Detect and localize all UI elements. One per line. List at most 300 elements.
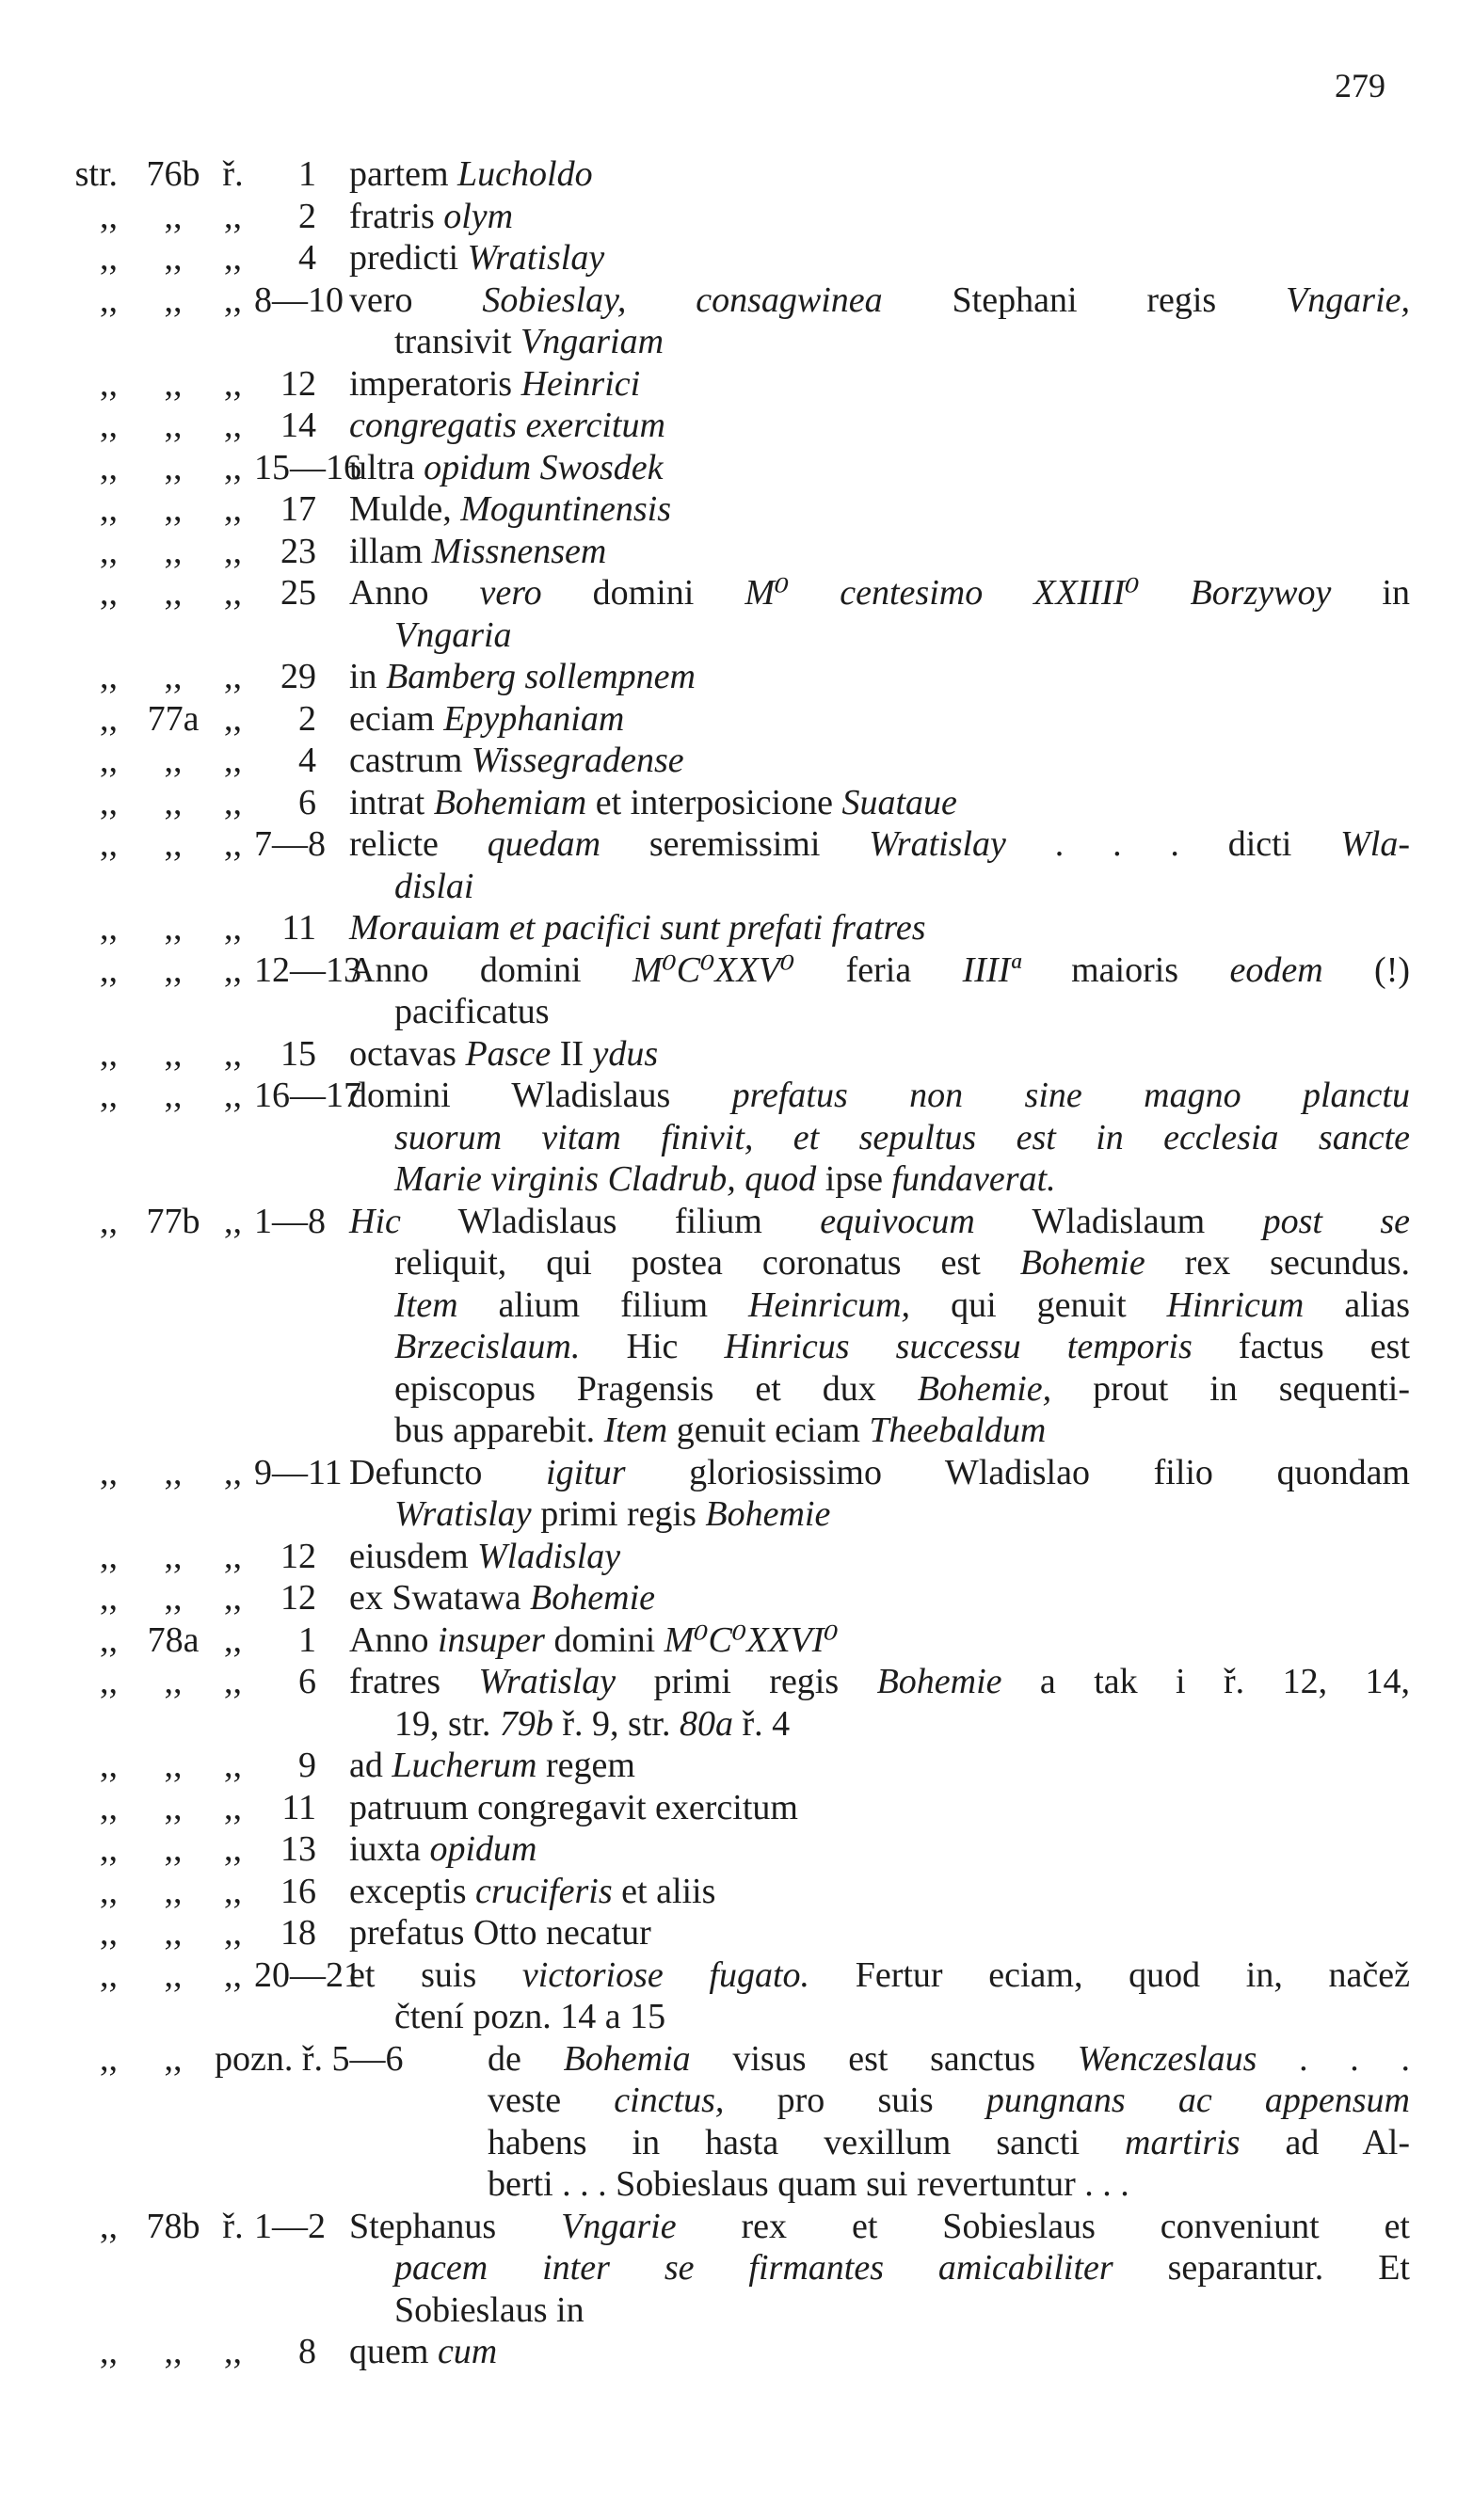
ref-line-number: 23: [280, 531, 316, 571]
entry-line: [0, 196, 1457, 238]
ref-page-number: ,,: [164, 949, 183, 990]
entry-line: [0, 1368, 1457, 1411]
ref-line-number: 14: [280, 406, 316, 445]
roman-text: imperatoris: [349, 363, 521, 404]
ref-line-number: 25: [280, 573, 316, 613]
italic-text: opidum Swosdek: [424, 447, 664, 487]
italic-text: ydus: [592, 1033, 659, 1074]
roman-text: Sobieslaus in: [394, 2289, 584, 2330]
ref-line-number: 15: [280, 1033, 316, 1074]
correction-text: [349, 405, 1410, 447]
ref-line-number: 4: [298, 741, 316, 780]
errata-entry: [0, 572, 1457, 656]
roman-text: bus apparebit.: [394, 1411, 604, 1450]
ref-page-number: ,,: [164, 1033, 183, 1074]
italic-text: equivocum: [820, 1201, 975, 1241]
ref-line-label: ř.: [222, 154, 244, 194]
ref-line-number: 1: [298, 1619, 316, 1660]
ref-page-number: 77b: [146, 1201, 200, 1241]
roman-text: 19, str.: [394, 1703, 500, 1744]
entry-line: [0, 1410, 1457, 1452]
ref-line-number: 12: [280, 1536, 316, 1576]
ref-page-number: ,,: [164, 1452, 183, 1492]
roman-text: Hic: [580, 1327, 725, 1366]
ref-page-number: ,,: [164, 1913, 183, 1953]
entry-line: [0, 1536, 1457, 1578]
ref-page-number: ,,: [164, 238, 183, 278]
correction-text: [349, 1536, 1410, 1578]
ref-page-number: ,,: [164, 1954, 183, 1995]
roman-text: pacificatus: [394, 992, 550, 1031]
roman-text: alias: [1304, 1284, 1410, 1325]
roman-text: in: [349, 657, 387, 696]
ref-line-number: 12: [280, 1578, 316, 1618]
roman-text: et interposicione: [586, 782, 842, 822]
ref-line-number: 16—17: [254, 1076, 361, 1115]
entry-line: [0, 2038, 1457, 2081]
roman-text: Fertur eciam, quod in, načež: [809, 1954, 1410, 1995]
roman-text: fratres: [349, 1662, 479, 1701]
italic-text: Item: [394, 1284, 458, 1325]
entry-line: [0, 1242, 1457, 1284]
errata-entry: [0, 698, 1457, 741]
italic-text: cinctus,: [614, 2081, 725, 2120]
entry-line: [0, 1326, 1457, 1368]
entry-line: [0, 1954, 1457, 1997]
ref-line-label: ,,: [224, 1201, 242, 1241]
ref-page-number: ,,: [164, 489, 183, 529]
ref-page-label: ,,: [100, 1954, 118, 1995]
ref-line-number: 6: [298, 1662, 316, 1701]
italic-text: Lucholdo: [457, 154, 593, 194]
entry-line: [0, 740, 1457, 782]
errata-entry: [0, 279, 1457, 363]
roman-text: et suis: [349, 1954, 522, 1995]
ref-line-number: 9: [298, 1746, 316, 1785]
roman-text: et aliis: [612, 1871, 716, 1911]
ref-page-label: ,,: [100, 363, 118, 404]
correction-text: [394, 2247, 1410, 2289]
ref-line-label: ,,: [224, 238, 242, 278]
ref-page-label: ,,: [100, 2038, 118, 2079]
errata-entry: [0, 740, 1457, 782]
italic-text: Wratislay: [869, 824, 1006, 864]
ref-line-label: ,,: [224, 196, 242, 236]
roman-text: berti . . . Sobieslaus quam sui revertuntur . . .: [488, 2164, 1129, 2204]
roman-text: primi regis: [531, 1494, 706, 1534]
correction-text: [349, 1452, 1410, 1494]
ref-page-number: ,,: [164, 279, 183, 320]
errata-entry: [0, 1536, 1457, 1578]
entry-line: [0, 1996, 1457, 2038]
italic-text: insuper: [437, 1619, 545, 1660]
roman-text: eciam: [349, 698, 444, 739]
roman-text: primi regis: [616, 1662, 877, 1701]
ref-page-label: ,,: [100, 238, 118, 278]
roman-text: prout in sequenti-: [1051, 1368, 1410, 1409]
ref-line-number: 29: [280, 657, 316, 696]
ref-line-label: ,,: [224, 908, 242, 948]
correction-text: [394, 1117, 1410, 1159]
ref-page-label: ,,: [100, 1578, 118, 1618]
italic-text: cum: [437, 2332, 498, 2371]
roman-text: vero: [349, 279, 483, 320]
ref-line-label: ,,: [224, 1913, 242, 1953]
correction-text: [349, 1912, 1410, 1954]
errata-entry: [0, 1787, 1457, 1829]
italic-text: Wissegradense: [471, 741, 684, 780]
roman-text: rex et Sobieslaus conveniunt et: [676, 2206, 1410, 2246]
errata-entry: [0, 405, 1457, 447]
correction-text: [349, 1619, 1410, 1662]
italic-text: pungnans ac appensum: [985, 2081, 1410, 2120]
entry-line: [0, 907, 1457, 949]
correction-text: [394, 1368, 1410, 1411]
italic-text: Bohemia: [563, 2038, 691, 2079]
roman-text: Defuncto: [349, 1452, 547, 1492]
ref-line-label: ,,: [224, 2332, 242, 2371]
errata-entry: [0, 1452, 1457, 1536]
ref-line-number: 1: [298, 154, 316, 194]
ref-line-label: ,,: [224, 406, 242, 445]
roman-text: feria: [794, 949, 963, 990]
ref-page-number: ,,: [164, 657, 183, 696]
ref-page-label: ,,: [100, 698, 118, 739]
ref-note-lines: pozn. ř. 5—6: [215, 2038, 404, 2079]
roman-text: visus est sanctus: [690, 2038, 1078, 2079]
entry-line: [0, 1871, 1457, 1913]
ref-page-number: ,,: [164, 1578, 183, 1618]
italic-text: Bohemie: [705, 1494, 831, 1534]
correction-text: [349, 1201, 1410, 1243]
correction-text: [349, 447, 1410, 489]
errata-entry: [0, 488, 1457, 531]
errata-list: [0, 153, 1457, 2373]
ref-line-number: 20—21: [254, 1954, 361, 1995]
errata-entry: [0, 1201, 1457, 1452]
italic-text: Lucherum: [392, 1746, 537, 1785]
italic-text: Vngaria: [394, 614, 512, 655]
italic-text: Item: [603, 1411, 668, 1450]
errata-entry: [0, 656, 1457, 698]
correction-text: [349, 1828, 1410, 1871]
ref-page-number: 78a: [147, 1619, 200, 1660]
entry-line: [0, 1619, 1457, 1662]
errata-entry: [0, 2331, 1457, 2373]
italic-text: opidum: [429, 1829, 537, 1869]
ref-page-number: ,,: [164, 363, 183, 404]
roman-text: separantur. Et: [1113, 2248, 1410, 2288]
entry-line: [0, 1033, 1457, 1076]
italic-text: igitur: [546, 1452, 626, 1492]
roman-text: episcopus Pragensis et dux: [394, 1368, 918, 1409]
roman-text: Anno domini: [349, 949, 632, 990]
ref-line-number: 16: [280, 1871, 316, 1911]
entry-line: [0, 1075, 1457, 1117]
roman-text: . . . dicti: [1005, 824, 1341, 864]
correction-text: [394, 614, 1410, 657]
ref-page-label: ,,: [100, 573, 118, 613]
italic-text: Bohemie: [1019, 1243, 1145, 1283]
ref-line-label: ,,: [224, 657, 242, 696]
roman-text: regem: [536, 1746, 635, 1785]
roman-text: alium filium: [457, 1284, 749, 1325]
ref-page-label: str.: [74, 154, 118, 194]
errata-entry: [0, 1577, 1457, 1619]
italic-text: Vngarie: [561, 2206, 677, 2246]
entry-line: [0, 1158, 1457, 1201]
ref-line-label: ,,: [224, 698, 242, 739]
ref-line-label: ,,: [224, 573, 242, 613]
italic-text: Hinricus successu temporis: [724, 1327, 1193, 1366]
italic-text: suorum vitam finivit, et sepultus est in ecclesia sancte: [394, 1117, 1410, 1157]
errata-entry: [0, 1033, 1457, 1076]
roman-text: in: [1331, 573, 1410, 613]
ref-page-number: ,,: [164, 406, 183, 445]
ref-page-label: ,,: [100, 489, 118, 529]
errata-entry: [0, 1871, 1457, 1913]
ref-line-number: 17: [280, 489, 316, 529]
roman-text: de: [488, 2038, 564, 2079]
entry-line: [0, 2331, 1457, 2373]
roman-text: exceptis: [349, 1871, 476, 1911]
ref-page-label: ,,: [100, 1829, 118, 1869]
roman-text: ad: [349, 1746, 392, 1785]
ref-line-number: 4: [298, 238, 316, 278]
italic-text: martiris: [1125, 2122, 1241, 2162]
roman-text: castrum: [349, 741, 472, 780]
italic-text: Missnensem: [431, 531, 607, 571]
entry-line: [0, 823, 1457, 866]
page-number: 279: [1335, 67, 1385, 104]
entry-line: [0, 153, 1457, 196]
ref-line-label: ,,: [224, 1787, 242, 1827]
roman-text: iuxta: [349, 1829, 430, 1869]
ref-page-label: ,,: [100, 406, 118, 445]
errata-entry: [0, 1745, 1457, 1787]
ref-line-number: 1—2: [254, 2206, 326, 2246]
ref-line-number: 6: [298, 782, 316, 822]
errata-entry: [0, 907, 1457, 949]
roman-text: veste: [488, 2081, 615, 2120]
entry-line: [0, 1661, 1457, 1703]
italic-text: Wratislay: [467, 238, 605, 278]
italic-text: M⁰C⁰XXV⁰: [632, 949, 795, 990]
correction-text: [394, 2289, 1410, 2332]
italic-text: congregatis exercitum: [349, 406, 665, 445]
entry-line: [0, 614, 1457, 657]
roman-text: pro suis: [724, 2081, 986, 2120]
correction-text: [394, 1996, 1410, 2038]
ref-page-number: ,,: [164, 2038, 183, 2079]
errata-entry: [0, 196, 1457, 238]
errata-entry: [0, 1828, 1457, 1871]
correction-text: [349, 488, 1410, 531]
ref-line-number: 11: [281, 1787, 316, 1827]
errata-entry: [0, 782, 1457, 824]
entry-line: [0, 2206, 1457, 2248]
ref-page-label: ,,: [100, 1619, 118, 1660]
ref-page-number: ,,: [164, 573, 183, 613]
italic-text: Heinrici: [520, 363, 641, 404]
entry-line: [0, 866, 1457, 908]
correction-text: [349, 949, 1410, 992]
correction-text: [349, 698, 1410, 741]
correction-text: [349, 740, 1410, 782]
correction-text: [349, 196, 1410, 238]
ref-line-number: 7—8: [254, 824, 326, 864]
correction-text: [394, 1493, 1410, 1536]
entry-line: [0, 363, 1457, 406]
errata-entry: [0, 1954, 1457, 2038]
entry-line: [0, 1745, 1457, 1787]
entry-line: [0, 782, 1457, 824]
errata-entry: [0, 949, 1457, 1033]
ref-page-label: ,,: [100, 1913, 118, 1953]
italic-text: Vngarie,: [1286, 279, 1410, 320]
ref-line-label: ,,: [224, 1578, 242, 1618]
ref-page-number: 78b: [146, 2206, 200, 2246]
italic-text: Epyphaniam: [443, 698, 625, 739]
roman-text: relicte: [349, 824, 488, 864]
ref-page-label: ,,: [100, 1201, 118, 1241]
errata-entry: [0, 2206, 1457, 2332]
ref-page-number: ,,: [164, 1662, 183, 1701]
errata-entry: [0, 823, 1457, 907]
roman-text: . . .: [1257, 2038, 1411, 2079]
errata-entry: [0, 363, 1457, 406]
ref-page-label: ,,: [100, 741, 118, 780]
ref-line-number: 12: [280, 363, 316, 404]
correction-text: [349, 363, 1410, 406]
italic-text: Theebaldum: [869, 1411, 1047, 1450]
correction-text: [349, 572, 1410, 614]
italic-text: Heinricum,: [748, 1284, 911, 1325]
roman-text: a tak i ř. 12, 14,: [1001, 1662, 1410, 1701]
roman-text: Wladislaus filium: [400, 1201, 821, 1241]
correction-text: [349, 1577, 1410, 1619]
italic-text: Wratislay: [394, 1494, 532, 1534]
roman-text: octavas: [349, 1033, 466, 1074]
correction-text: [349, 1075, 1410, 1117]
roman-text: Anno: [349, 573, 480, 613]
correction-text: [488, 2122, 1410, 2164]
ref-line-number: 2: [298, 196, 316, 236]
entry-line: [0, 698, 1457, 741]
ref-page-number: 77a: [147, 698, 200, 739]
italic-text: prefatus non sine magno planctu: [731, 1076, 1410, 1115]
errata-entry: [0, 2038, 1457, 2206]
correction-text: [488, 2163, 1410, 2206]
roman-text: seremissimi: [600, 824, 870, 864]
roman-text: Wladislaum: [974, 1201, 1263, 1241]
italic-text: 79b: [499, 1703, 553, 1744]
entry-line: [0, 447, 1457, 489]
correction-text: [349, 1954, 1410, 1997]
roman-text: prefatus Otto necatur: [349, 1913, 651, 1953]
roman-text: čtení pozn. 14 a 15: [394, 1997, 666, 2036]
ref-line-number: 12—13: [254, 949, 361, 990]
italic-text: Bohemiam: [433, 782, 587, 822]
italic-text: Bohemie,: [917, 1368, 1052, 1409]
roman-text: qui genuit: [910, 1284, 1167, 1325]
ref-line-label: ,,: [224, 447, 242, 487]
italic-text: Bamberg sollempnem: [386, 657, 696, 696]
ref-page-label: ,,: [100, 531, 118, 571]
italic-text: Moguntinensis: [460, 489, 671, 529]
correction-text: [349, 2206, 1410, 2248]
ref-page-label: ,,: [100, 2206, 118, 2246]
italic-text: post se: [1262, 1201, 1410, 1241]
errata-entry: [0, 1912, 1457, 1954]
correction-text: [349, 237, 1410, 279]
italic-text: eodem: [1229, 949, 1323, 990]
errata-entry: [0, 1661, 1457, 1745]
roman-text: illam: [349, 531, 432, 571]
ref-line-number: 8: [298, 2332, 316, 2371]
ref-page-number: ,,: [164, 741, 183, 780]
errata-entry: [0, 1619, 1457, 1662]
ref-line-label: ř.: [222, 2206, 244, 2246]
correction-text: [394, 991, 1410, 1033]
correction-text: [394, 1703, 1410, 1746]
entry-line: [0, 2122, 1457, 2164]
entry-line: [0, 405, 1457, 447]
ref-page-number: ,,: [164, 1536, 183, 1576]
ref-page-number: ,,: [164, 196, 183, 236]
roman-text: patruum congregavit exercitum: [349, 1787, 798, 1827]
roman-text: eiusdem: [349, 1536, 478, 1576]
correction-text: [394, 866, 1410, 908]
entry-line: [0, 1452, 1457, 1494]
roman-text: Mulde,: [349, 489, 461, 529]
ref-page-label: ,,: [100, 2332, 118, 2371]
ref-line-label: ,,: [224, 741, 242, 780]
entry-line: [0, 2163, 1457, 2206]
roman-text: gloriosissimo Wladislao filio quondam: [625, 1452, 1410, 1492]
ref-line-label: ,,: [224, 1871, 242, 1911]
roman-text: II: [551, 1033, 593, 1074]
italic-text: Hic: [349, 1201, 401, 1241]
correction-text: [394, 1158, 1410, 1201]
ref-line-label: ,,: [224, 949, 242, 990]
entry-line: [0, 949, 1457, 992]
ref-line-label: ,,: [224, 1954, 242, 1995]
italic-text: Wladislay: [477, 1536, 621, 1576]
ref-line-number: 2: [298, 698, 316, 739]
roman-text: ř. 9, str.: [552, 1703, 680, 1744]
entry-line: [0, 1117, 1457, 1159]
ref-page-label: ,,: [100, 1871, 118, 1911]
roman-text: fratris: [349, 196, 444, 236]
roman-text: transivit: [394, 322, 521, 361]
italic-text: dislai: [394, 866, 474, 906]
ref-page-label: ,,: [100, 196, 118, 236]
roman-text: quem: [349, 2332, 438, 2371]
entry-line: [0, 279, 1457, 322]
italic-text: cruciferis: [475, 1871, 613, 1911]
roman-text: genuit eciam: [667, 1411, 870, 1450]
ref-line-label: ,,: [224, 279, 242, 320]
roman-text: domini: [544, 1619, 664, 1660]
ref-page-number: ,,: [164, 908, 183, 948]
correction-text: [349, 153, 1410, 196]
ref-line-number: 11: [281, 908, 316, 948]
ref-line-number: 1—8: [254, 1201, 326, 1241]
ref-page-label: ,,: [100, 1787, 118, 1827]
roman-text: habens in hasta vexillum sancti: [488, 2122, 1126, 2162]
ref-line-number: 15—16: [254, 447, 361, 487]
